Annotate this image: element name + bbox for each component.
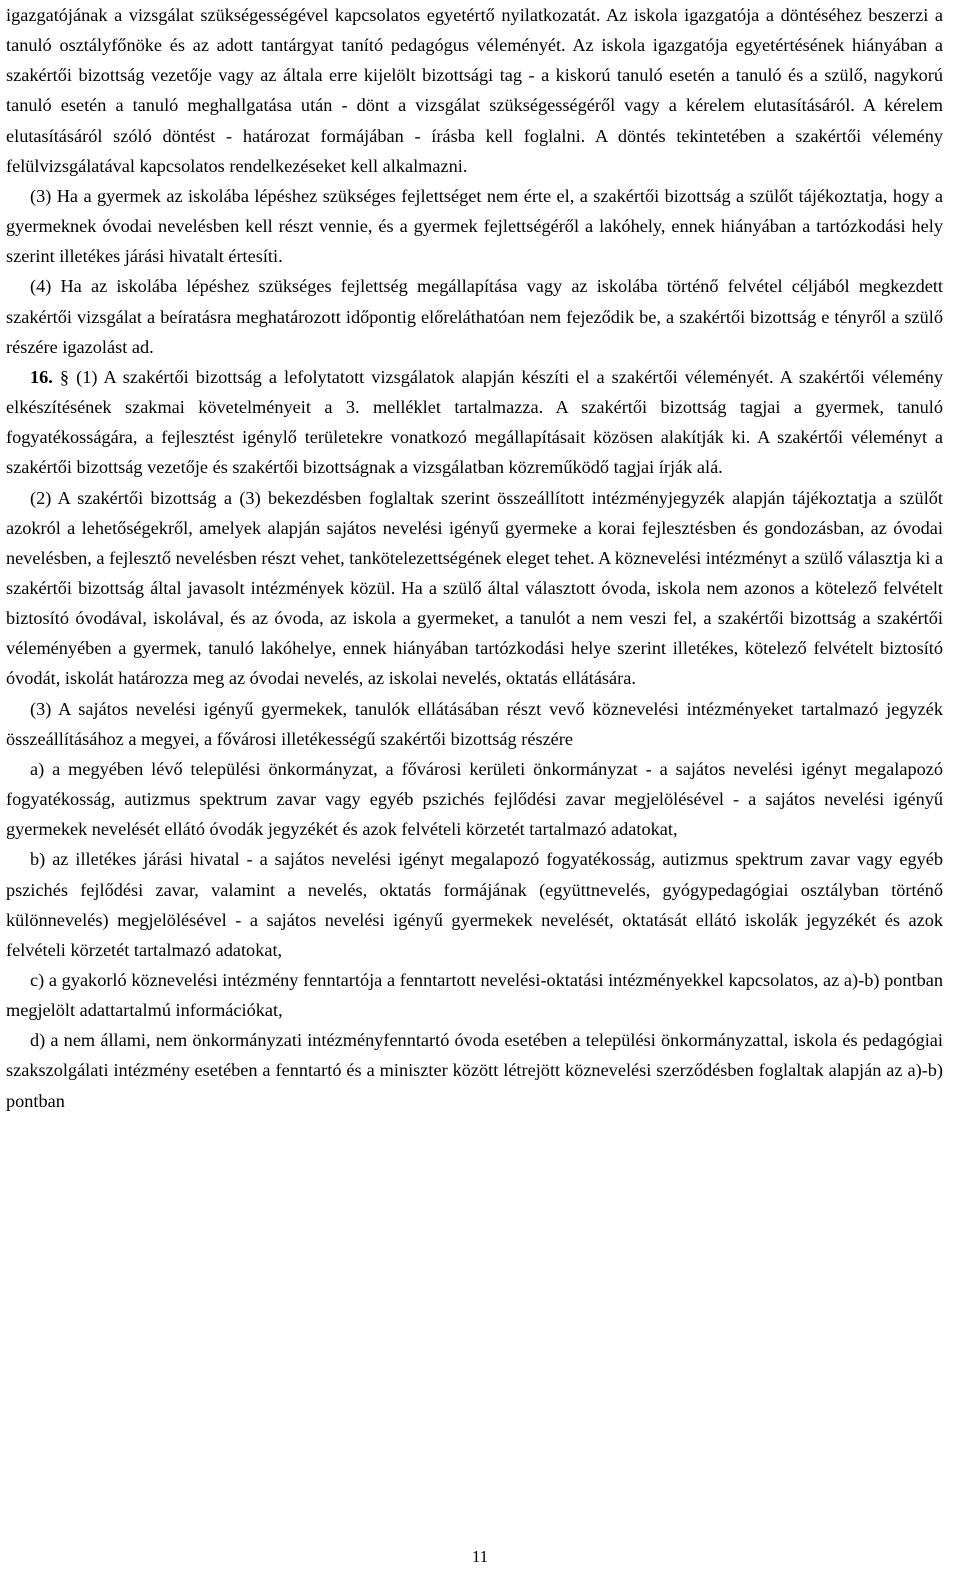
paragraph-section-16-1 (6, 362, 943, 483)
paragraph-section-15-3: (3) Ha a gyermek az iskolába lépéshez szükséges fejlettséget nem érte el, a szakértői bizottság a szülőt tájékoztatja, hogy a gyermeknek óvodai nevelésben kell részt vennie, és a gyermek fejlettségéről a lakóhely, ennek hiányában a tartózkodási hely szerint illetékes járási hivatalt értesíti. (6, 185, 943, 267)
section-16-1-text: (1) A szakértői bizottság a lefolytatott vizsgálatok alapján készíti el a szakértői véleményét. A szakértői vélemény elkészítésének szakmai követelményeit a 3. melléklet tartalmazza. A szakértői bizottság tagjai a gyermek, tanuló fogyatékosságára, a fejlesztést igénylő területekre vonatkozó megállapításait közösen alakítják ki. A szakértői véleményt a szakértői bizottság vezetője és szakértői bizottságnak a vizsgálatban közreműködő tagjai írják alá. (6, 366, 943, 478)
paragraph-section-15-4: (4) Ha az iskolába lépéshez szükséges fejlettség megállapítása vagy az iskolába történő felvétel céljából megkezdett szakértői vizsgálat a beíratásra meghatározott időpontig előreláthatóan nem fejeződik be, a szakértői bizottság e tényről a szülő részére igazolást ad. (6, 276, 943, 357)
document-body (6, 0, 943, 1116)
paragraph-section-16-3: (3) A sajátos nevelési igényű gyermekek, tanulók ellátásában részt vevő köznevelési intézményeket tartalmazó jegyzék összeállításához a megyei, a fővárosi illetékességű szakértői bizottság részére (6, 698, 943, 749)
paragraph-section-16-2: (2) A szakértői bizottság a (3) bekezdésben foglaltak szerint összeállított intézményjegyzék alapján tájékoztatja a szülőt azokról a lehetőségekről, amelyek alapján sajátos nevelési igényű gyermeke a korai fejlesztésben és gondozásban, az óvodai nevelésben, a fejlesztő nevelésben részt vehet, tankötelezettségének eleget tehet. A köznevelési intézményt a szülő választja ki a szakértői bizottság által javasolt intézmények közül. Ha a szülő által választott óvoda, iskola nem azonos a kötelező felvételt biztosító óvodával, iskolával, és az óvoda, az iskola a gyermeket, a tanulót a nem veszi fel, a szakértői bizottság a szakértői véleményében a gyermek, tanuló lakóhelye, ennek hiányában tartózkodási helye szerint illetékes, kötelező felvételt biztosító óvodát, iskolát határozza meg az óvodai nevelés, az iskolai nevelés, oktatás ellátására. (6, 487, 943, 689)
page-number: 11 (471, 1547, 489, 1566)
section-sign: § (59, 366, 70, 387)
list-item-a: a) a megyében lévő települési önkormányzat, a fővárosi kerületi önkormányzat - a sajátos nevelési igényt megalapozó fogyatékosság, autizmus spektrum zavar vagy egyéb pszichés fejlődési zavar megjelölésével - a sajátos nevelési igényű gyermekek nevelését ellátó óvodák jegyzékét és azok felvételi körzetét tartalmazó adatokat, (6, 758, 943, 840)
paragraph-continuation: igazgatójának a vizsgálat szükségességével kapcsolatos egyetértő nyilatkozatát. Az iskola igazgatója a döntéséhez beszerzi a tanuló osztályfőnöke és az adott tantárgyat tanító pedagógus véleményét. Az iskola igazgatója egyetértésének hiányában a szakértői bizottság vezetője vagy az általa erre kijelölt bizottsági tag - a kiskorú tanuló esetén a tanuló és a szülő, nagykorú tanuló esetén a tanuló meghallgatása után - dönt a vizsgálat szükségességéről vagy a kérelem elutasításáról. A kérelem elutasításáról szóló döntést - határozat formájában - írásba kell foglalni. A döntés tekintetében a szakértői vélemény felülvizsgálatával kapcsolatos rendelkezéseket kell alkalmazni. (6, 5, 943, 176)
list-item-c: c) a gyakorló köznevelési intézmény fenntartója a fenntartott nevelési-oktatási intézményekkel kapcsolatos, az a)-b) pontban megjelölt adattartalmú információkat, (6, 970, 943, 1021)
list-item-b: b) az illetékes járási hivatal - a sajátos nevelési igényt megalapozó fogyatékosság, autizmus spektrum zavar vagy egyéb pszichés fejlődési zavar, valamint a nevelés, oktatás formájának (együttnevelés, gyógypedagógiai osztályban történő különnevelés) megjelölésével - a sajátos nevelési igényű gyermekek nevelését, oktatását ellátó iskolák jegyzékét és azok felvételi körzetét tartalmazó adatokat, (6, 849, 943, 960)
list-item-d: d) a nem állami, nem önkormányzati intézményfenntartó óvoda esetében a települési önkormányzattal, iskola és pedagógiai szakszolgálati intézmény esetében a fenntartó és a miniszter között létrejött köznevelési szerződésben foglaltak alapján az a)-b) pontban (6, 1030, 943, 1111)
section-number: 16. (30, 366, 53, 387)
